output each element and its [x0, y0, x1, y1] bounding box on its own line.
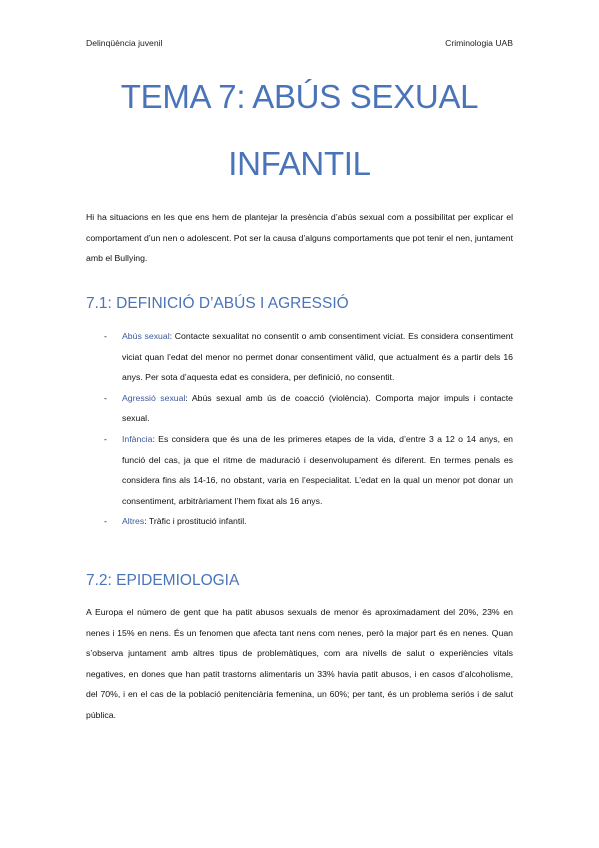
intro-paragraph: Hi ha situacions en les que ens hem de plantejar la presència d’abús sexual com a possibilitat per explicar el comportament d’un nen o adolescent. Pot ser la causa d’alguns comportaments que pot tenir el nen, juntament amb el Bullying.	[86, 212, 513, 264]
header-course: Delinqüència juvenil	[86, 38, 163, 48]
document-title-line1: TEMA 7: ABÚS SEXUAL	[120, 78, 479, 115]
list-text: : Abús sexual amb ús de coacció (violència). Comporta major impuls i contacte sexual.	[122, 392, 513, 424]
list-item	[86, 326, 513, 388]
list-term: Abús sexual	[122, 331, 170, 341]
epidemiology-paragraph: A Europa el número de gent que ha patit abusos sexuals de menor és aproximadament del 20%, 23% en nenes i 15% en nens. És un fenomen que afecta tant nens com nenes, però la major part és en nenes. Quan s’observa juntament amb altres tipus de problemàtiques, com ara nivells de salut o experiències vitals negatives, en dones que han patit trastorns alimentaris un 33% havia patit abusos, i en casos d’alcoholisme, del 70%, i en el cas de la població penitenciària femenina, un 60%; per tant, és un problema seriós i de salut pública.	[86, 607, 513, 720]
section-heading-definition: 7.1: DEFINICIÓ D’ABÚS I AGRESSIÓ	[86, 295, 349, 312]
list-item	[86, 511, 513, 532]
header-subject: Criminologia UAB	[445, 38, 513, 48]
list-bullet: -	[104, 331, 107, 341]
list-term: Infància	[122, 433, 153, 444]
list-text: : Tràfic i prostitució infantil.	[144, 516, 247, 527]
list-bullet: -	[104, 392, 107, 403]
list-text: : Es considera que és una de les primeres etapes de la vida, d’entre 3 a 12 o 14 anys, en funció del cas, ja que el ritme de maduració i desenvolupament és diferent. En termes penals es considera fins als 14-16, no obstant, varia en l’especialitat. L’edat en la qual un menor pot donar un consentiment, arbitràriament l’hem fixat als 16 anys.	[122, 433, 513, 506]
definition-list	[86, 326, 513, 532]
list-text: : Contacte sexualitat no consentit o amb consentiment viciat. Es considera consentiment viciat quan l’edat del menor no permet donar consentiment vàlid, que actualment és a partir dels 16 anys. Per sota d’aquesta edat es considera, per definició, no consentit.	[122, 331, 513, 383]
list-term: Altres	[122, 516, 145, 527]
list-bullet: -	[104, 516, 107, 527]
list-item	[86, 429, 513, 511]
list-term: Agressió sexual	[122, 392, 186, 403]
list-item	[86, 388, 513, 429]
section-heading-epidemiology: 7.2: EPIDEMIOLOGIA	[86, 572, 240, 589]
list-bullet: -	[104, 433, 107, 444]
document-title-line2: INFANTIL	[228, 145, 371, 182]
